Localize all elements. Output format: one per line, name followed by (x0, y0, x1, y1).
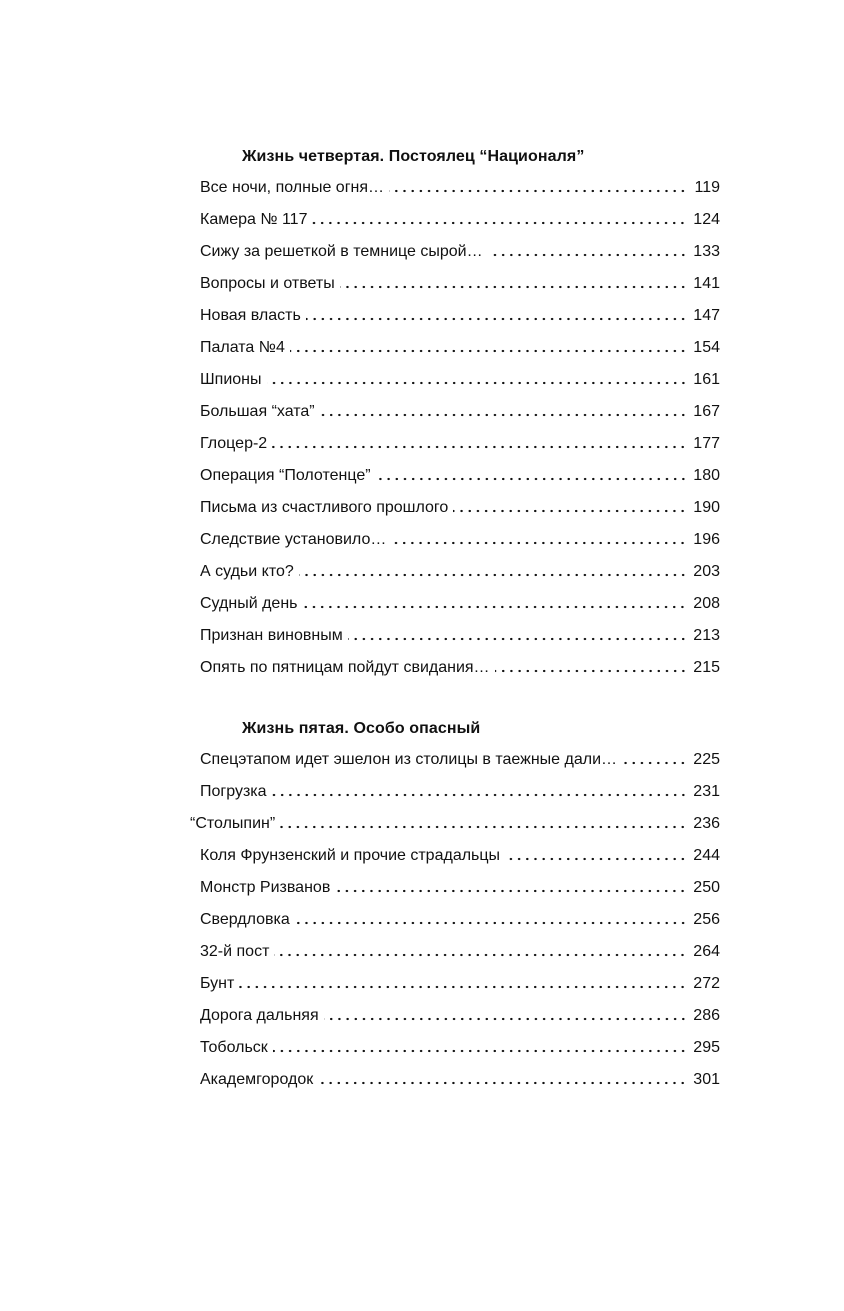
dot-leader (302, 605, 687, 609)
toc-entry (200, 172, 720, 204)
page-number: 141 (693, 275, 720, 292)
entry-title: А судьи кто? (200, 563, 294, 580)
page-number: 133 (693, 243, 720, 260)
toc-entry (200, 1064, 720, 1096)
entry-title: 32-й пост (200, 943, 270, 960)
page-number: 180 (693, 467, 720, 484)
toc-entry (200, 204, 720, 236)
entry-title: Палата №4 (200, 339, 285, 356)
page-number: 196 (693, 531, 720, 548)
dot-leader (488, 253, 687, 257)
entry-title: Монстр Ризванов (200, 879, 331, 896)
dot-leader (335, 889, 687, 893)
dot-leader (272, 793, 687, 797)
entry-title: Операция “Полотенце” (200, 467, 371, 484)
page-number: 231 (693, 783, 720, 800)
dot-leader (273, 1049, 687, 1053)
toc-entry (200, 744, 720, 776)
dot-leader (299, 573, 687, 577)
toc-entry (190, 808, 720, 840)
page-number: 213 (693, 627, 720, 644)
entry-title: Тобольск (200, 1039, 268, 1056)
dot-leader (495, 669, 687, 673)
entry-title: Вопросы и ответы (200, 275, 335, 292)
toc-entry (200, 396, 720, 428)
entry-title: Дорога дальняя (200, 1007, 319, 1024)
dot-leader (280, 825, 687, 829)
entry-title: “Столыпин” (190, 815, 276, 832)
page-number: 244 (693, 847, 720, 864)
page-number: 177 (693, 435, 720, 452)
section-title: Жизнь четвертая. Постоялец “Националя” (242, 148, 585, 165)
dot-leader (312, 221, 687, 225)
page-number: 225 (693, 751, 720, 768)
page-number: 286 (693, 1007, 720, 1024)
dot-leader (320, 413, 687, 417)
entry-title: Опять по пятницам пойдут свидания… (200, 659, 490, 676)
entry-title: Следствие установило… (200, 531, 387, 548)
entry-title: Признан виновным (200, 627, 343, 644)
dot-leader (340, 285, 687, 289)
page-number: 119 (694, 179, 720, 196)
toc-entry (200, 968, 720, 1000)
entry-title: Шпионы (200, 371, 262, 388)
page-number: 236 (693, 815, 720, 832)
entry-title: Спецэтапом идет эшелон из столицы в таежные дали… (200, 751, 618, 768)
dot-leader (318, 1081, 687, 1085)
dot-leader (239, 985, 687, 989)
dot-leader (505, 857, 687, 861)
toc-entry (200, 332, 720, 364)
entry-title: Глоцер-2 (200, 435, 268, 452)
entry-title: Все ночи, полные огня… (200, 179, 385, 196)
dot-leader (274, 953, 687, 957)
dot-leader (295, 921, 687, 925)
page-number: 190 (693, 499, 720, 516)
toc-entry (200, 936, 720, 968)
dot-leader (348, 637, 687, 641)
entry-title: Большая “хата” (200, 403, 315, 420)
entry-title: Бунт (200, 975, 235, 992)
page-number: 161 (693, 371, 720, 388)
page-number: 301 (693, 1071, 720, 1088)
entry-title: Погрузка (200, 783, 267, 800)
entry-title: Письма из счастливого прошлого (200, 499, 449, 516)
dot-leader (290, 349, 687, 353)
toc-entry (200, 428, 720, 460)
section-title: Жизнь пятая. Особо опасный (242, 720, 481, 737)
dot-leader (453, 509, 687, 513)
dot-leader (391, 541, 687, 545)
page-number: 295 (693, 1039, 720, 1056)
page-number: 208 (693, 595, 720, 612)
toc-entry (200, 620, 720, 652)
page-number: 124 (693, 211, 720, 228)
page-number: 250 (693, 879, 720, 896)
dot-leader (376, 477, 687, 481)
entry-title: Камера № 117 (200, 211, 308, 228)
page-number: 167 (693, 403, 720, 420)
dot-leader (306, 317, 687, 321)
page-number: 264 (693, 943, 720, 960)
toc-entry (200, 236, 720, 268)
page-number: 147 (693, 307, 720, 324)
toc-entry (200, 776, 720, 808)
toc-entry (200, 652, 720, 684)
toc-entry (200, 1000, 720, 1032)
toc-entry (200, 300, 720, 332)
entry-title: Свердловка (200, 911, 290, 928)
page-number: 215 (693, 659, 720, 676)
dot-leader (267, 381, 688, 385)
page-number: 203 (693, 563, 720, 580)
page-number: 272 (693, 975, 720, 992)
entry-title: Академгородок (200, 1071, 314, 1088)
toc-entry (200, 460, 720, 492)
dot-leader (324, 1017, 687, 1021)
entry-title: Коля Фрунзенский и прочие страдальцы (200, 847, 501, 864)
toc-entry (200, 364, 720, 396)
toc-entry (200, 524, 720, 556)
entry-title: Сижу за решеткой в темнице сырой… (200, 243, 483, 260)
dot-leader (272, 445, 687, 449)
toc-entry (200, 588, 720, 620)
entry-title: Судный день (200, 595, 298, 612)
toc-entry (200, 1032, 720, 1064)
toc-entry (200, 492, 720, 524)
toc-entry (200, 840, 720, 872)
dot-leader (389, 189, 687, 193)
toc-entry (200, 872, 720, 904)
dot-leader (622, 761, 687, 765)
toc-entry (200, 904, 720, 936)
entry-title: Новая власть (200, 307, 301, 324)
toc-entry (200, 556, 720, 588)
page-number: 154 (693, 339, 720, 356)
toc-entry (200, 268, 720, 300)
page-number: 256 (693, 911, 720, 928)
